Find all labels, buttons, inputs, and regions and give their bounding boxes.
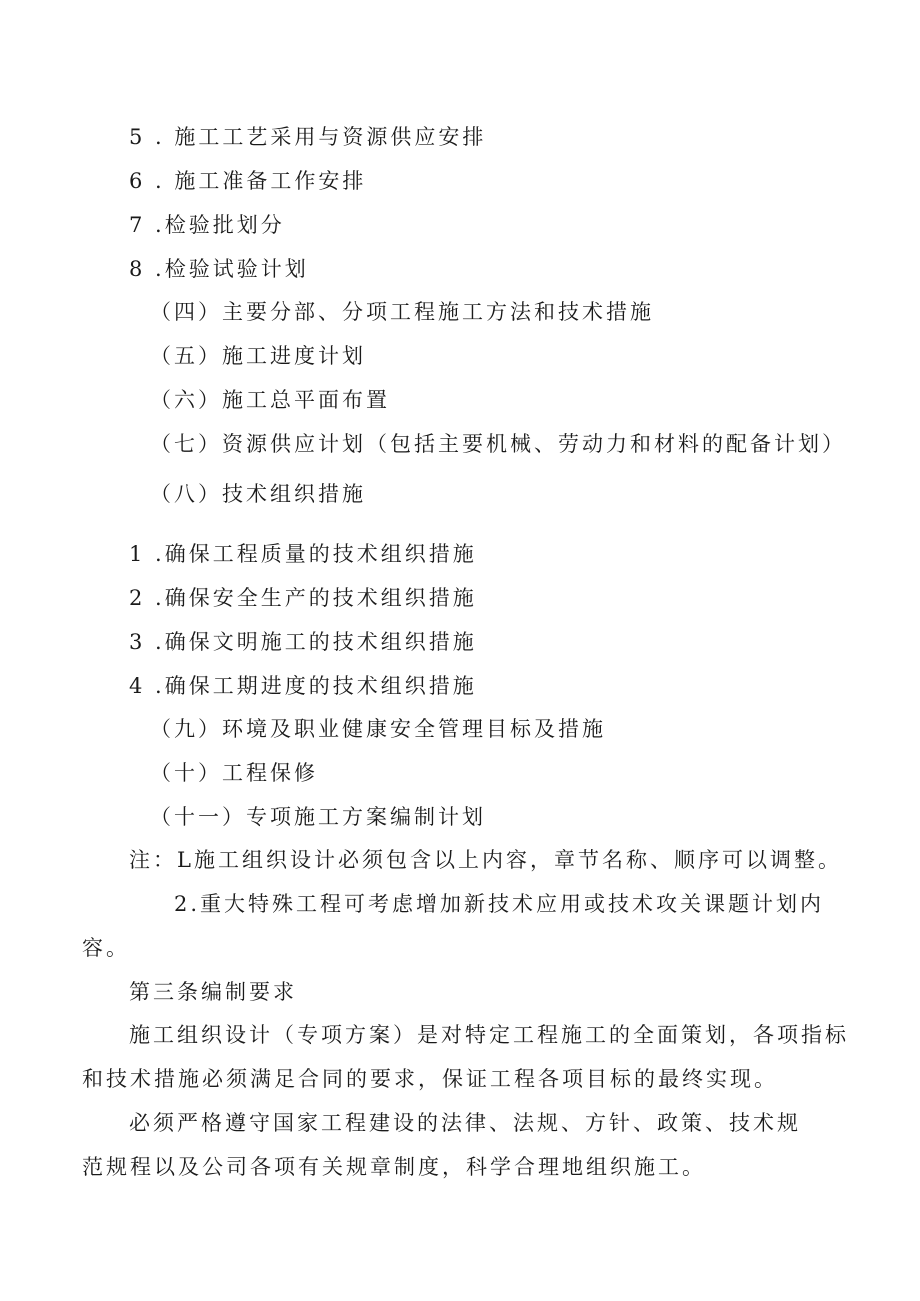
section-heading-8: （八）技术组织措施	[150, 482, 366, 506]
measure-item-3: 3 .确保文明施工的技术组织措施	[129, 630, 477, 654]
article-heading: 第三条编制要求	[129, 980, 297, 1004]
note-line-1: 注：L施工组织设计必须包含以上内容，章节名称、顺序可以调整。	[129, 848, 842, 872]
paragraph-1-line-1: 施工组织设计（专项方案）是对特定工程施工的全面策划，各项指标	[129, 1023, 849, 1047]
measure-item-2: 2 .确保安全生产的技术组织措施	[129, 586, 477, 610]
paragraph-2-line-1: 必须严格遵守国家工程建设的法律、法规、方针、政策、技术规	[129, 1111, 801, 1135]
note-line-2: 2.重大特殊工程可考虑增加新技术应用或技术攻关课题计划内	[174, 892, 825, 916]
section-heading-4: （四）主要分部、分项工程施工方法和技术措施	[150, 300, 654, 324]
section-heading-5: （五）施工进度计划	[150, 344, 366, 368]
list-item-6: 6 . 施工准备工作安排	[129, 169, 367, 193]
note-line-2-continued: 容。	[82, 936, 130, 960]
section-heading-7: （七）资源供应计划（包括主要机械、劳动力和材料的配备计划）	[150, 432, 846, 456]
paragraph-1-line-2: 和技术措施必须满足合同的要求，保证工程各项目标的最终实现。	[82, 1067, 778, 1091]
measure-item-4: 4 .确保工期进度的技术组织措施	[129, 674, 477, 698]
section-heading-11: （十一）专项施工方案编制计划	[150, 805, 486, 829]
section-heading-9: （九）环境及职业健康安全管理目标及措施	[150, 717, 606, 741]
list-item-8: 8 .检验试验计划	[129, 257, 309, 281]
list-item-5: 5 . 施工工艺采用与资源供应安排	[129, 125, 487, 149]
paragraph-2-line-2: 范规程以及公司各项有关规章制度，科学合理地组织施工。	[82, 1155, 706, 1179]
section-heading-10: （十）工程保修	[150, 761, 318, 785]
measure-item-1: 1 .确保工程质量的技术组织措施	[129, 542, 477, 566]
section-heading-6: （六）施工总平面布置	[150, 388, 390, 412]
list-item-7: 7 .检验批划分	[129, 213, 285, 237]
